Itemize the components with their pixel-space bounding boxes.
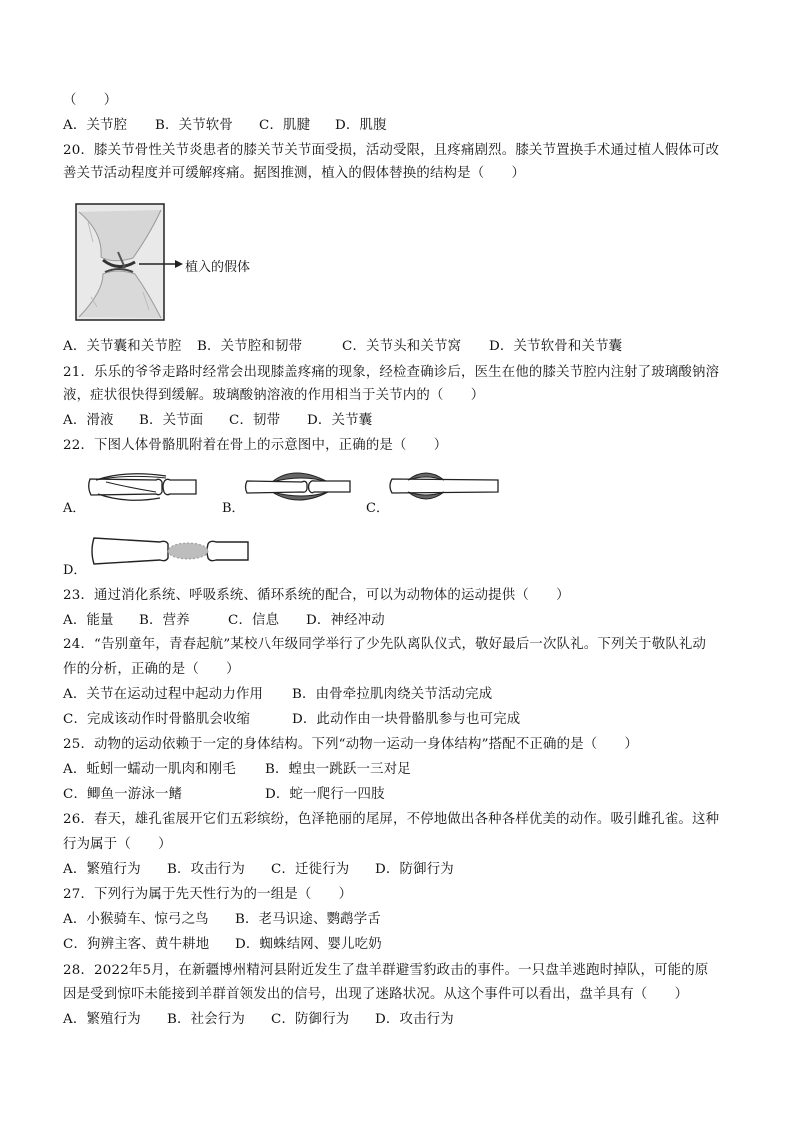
q21-stem-line1: 21．乐乐的爷爷走路时经常会出现膝盖疼痛的现象，经检查确诊后，医生在他的膝关节腔内注射了玻璃酸钠溶: [63, 365, 720, 380]
q23-option-d: D．神经冲动: [306, 613, 385, 628]
q20-options: [63, 338, 622, 356]
q27-options-row1: [63, 911, 381, 929]
q20-stem-line2: 善关节活动程度并可缓解疼痛。据图推测，植入的假体替换的结构是（ ）: [63, 166, 526, 181]
q28-stem-line1: 28．2022年5月，在新疆博州精河县附近发生了盘羊群避雪豹政击的事件。一只盘羊逃跑时掉队，可能的原: [63, 963, 709, 978]
muscle-bone-diagram-b: [244, 466, 352, 506]
q19-tail: （ ）: [63, 93, 118, 108]
q24-stem-line1: 24．“告别童年，青春起航”某校八年级同学举行了少先队离队仪式，敬好最后一次队礼。下列关于敬队礼动: [63, 637, 707, 652]
q20-option-a: A．关节囊和关节腔: [63, 339, 182, 354]
q28-stem-line2: 因是受到惊吓未能接到羊群首领发出的信号，出现了迷路状况。从这个事件可以看出，盘羊具有（ ）: [63, 987, 689, 1002]
q26-stem-line2: 行为属于（ ）: [63, 837, 172, 852]
muscle-bone-diagram-c: [388, 468, 500, 504]
q22-figure-d: [90, 534, 250, 568]
q22-label-a: A．: [63, 501, 86, 516]
q25-stem: 25．动物的运动依赖于一定的身体结构。下列“动物一运动一身体结构”搭配不正确的是（ ）: [63, 737, 639, 752]
q19-option-b: B．关节软骨: [155, 118, 233, 133]
q19-option-a: A．关节腔: [63, 118, 128, 133]
q28-option-a: A．繁殖行为: [63, 1012, 141, 1027]
q25-options-row2: [63, 786, 385, 804]
q20-knee-xray-figure: [73, 202, 273, 324]
q26-options: [63, 861, 454, 879]
q19-option-d: D．肌腹: [335, 118, 387, 133]
q25-options-row1: [63, 761, 411, 779]
muscle-bone-diagram-a: [86, 470, 198, 504]
q23-option-b: B．营养: [139, 613, 190, 628]
q22-figure-a: [86, 470, 198, 504]
q23-options: [63, 612, 385, 630]
q21-option-c: C．韧带: [229, 413, 281, 428]
q21-option-a: A．滑液: [63, 413, 114, 428]
q24-option-d: D．此动作由一块骨骼肌参与也可完成: [292, 712, 521, 727]
q25-option-b: B．蝗虫一跳跃一三对足: [265, 762, 411, 777]
q27-options-row2: [63, 936, 382, 954]
q22-label-c: C．: [366, 501, 389, 516]
q20-option-d: D．关节软骨和关节囊: [489, 339, 623, 354]
q26-option-d: D．防御行为: [375, 862, 454, 877]
q26-option-b: B．攻击行为: [167, 862, 245, 877]
q28-option-c: C．防御行为: [271, 1012, 350, 1027]
q25-option-a: A．蚯蚓一蠕动一肌肉和刚毛: [63, 762, 236, 777]
q20-option-b: B．关节腔和韧带: [197, 339, 303, 354]
q19-option-c: C．肌腱: [259, 118, 311, 133]
q24-option-c: C．完成该动作时骨骼肌会收缩: [63, 712, 251, 727]
q21-stem-line2: 液，症状很快得到缓解。玻璃酸钠溶液的作用相当于关节内的（ ）: [63, 388, 485, 403]
q23-option-a: A．能量: [63, 613, 114, 628]
q26-option-a: A．繁殖行为: [63, 862, 141, 877]
q28-options: [63, 1011, 454, 1029]
q27-option-c: C．狗辨主客、黄牛耕地: [63, 937, 210, 952]
q27-option-d: D．蜘蛛结网、婴儿吃奶: [235, 937, 382, 952]
q22-stem: 22．下图人体骨骼肌附着在骨上的示意图中，正确的是（ ）: [63, 438, 448, 453]
q27-option-b: B．老马识途、鹦鹉学舌: [235, 912, 381, 927]
q26-stem-line1: 26．春天，雄孔雀展开它们五彩缤纷，色泽艳丽的尾屏，不停地做出各种各样优美的动作。吸引雌孔雀。这种: [63, 812, 720, 827]
q26-option-c: C．迁徙行为: [271, 862, 350, 877]
q27-option-a: A．小猴骑车、惊弓之鸟: [63, 912, 209, 927]
q24-option-a: A．关节在运动过程中起动力作用: [63, 687, 264, 702]
q22-label-b: B．: [222, 501, 245, 516]
q24-option-b: B．由骨牵拉肌肉绕关节活动完成: [292, 687, 493, 702]
q25-option-c: C．鲫鱼一游泳一鳍: [63, 787, 183, 802]
q19-options: [63, 117, 387, 135]
q24-options-row2: [63, 711, 520, 729]
q22-figure-b: [244, 466, 352, 506]
q21-options: [63, 412, 372, 430]
q23-option-c: C．信息: [228, 613, 280, 628]
q24-options-row1: [63, 686, 492, 704]
q28-option-d: D．攻击行为: [375, 1012, 454, 1027]
q20-stem-line1: 20．膝关节骨性关节炎患者的膝关节关节面受损，活动受限，且疼痛剧烈。膝关节置换手术通过植人假体可改: [63, 143, 720, 158]
q25-option-d: D．蛇一爬行一四肢: [265, 787, 385, 802]
q20-option-c: C．关节头和关节窝: [342, 339, 462, 354]
q27-stem: 27．下列行为属于先天性行为的一组是（ ）: [63, 887, 353, 902]
muscle-bone-diagram-d: [90, 534, 250, 568]
q22-figure-c: [388, 468, 500, 504]
q21-option-d: D．关节囊: [307, 413, 373, 428]
q20-figure-label: 植入的假体: [185, 260, 251, 275]
q28-option-b: B．社会行为: [167, 1012, 245, 1027]
q24-stem-line2: 作的分析，正确的是（ ）: [63, 662, 240, 677]
q22-label-d: D．: [63, 563, 87, 578]
q23-stem: 23．通过消化系统、呼吸系统、循环系统的配合，可以为动物体的运动提供（ ）: [63, 588, 570, 603]
q21-option-b: B．关节面: [139, 413, 204, 428]
